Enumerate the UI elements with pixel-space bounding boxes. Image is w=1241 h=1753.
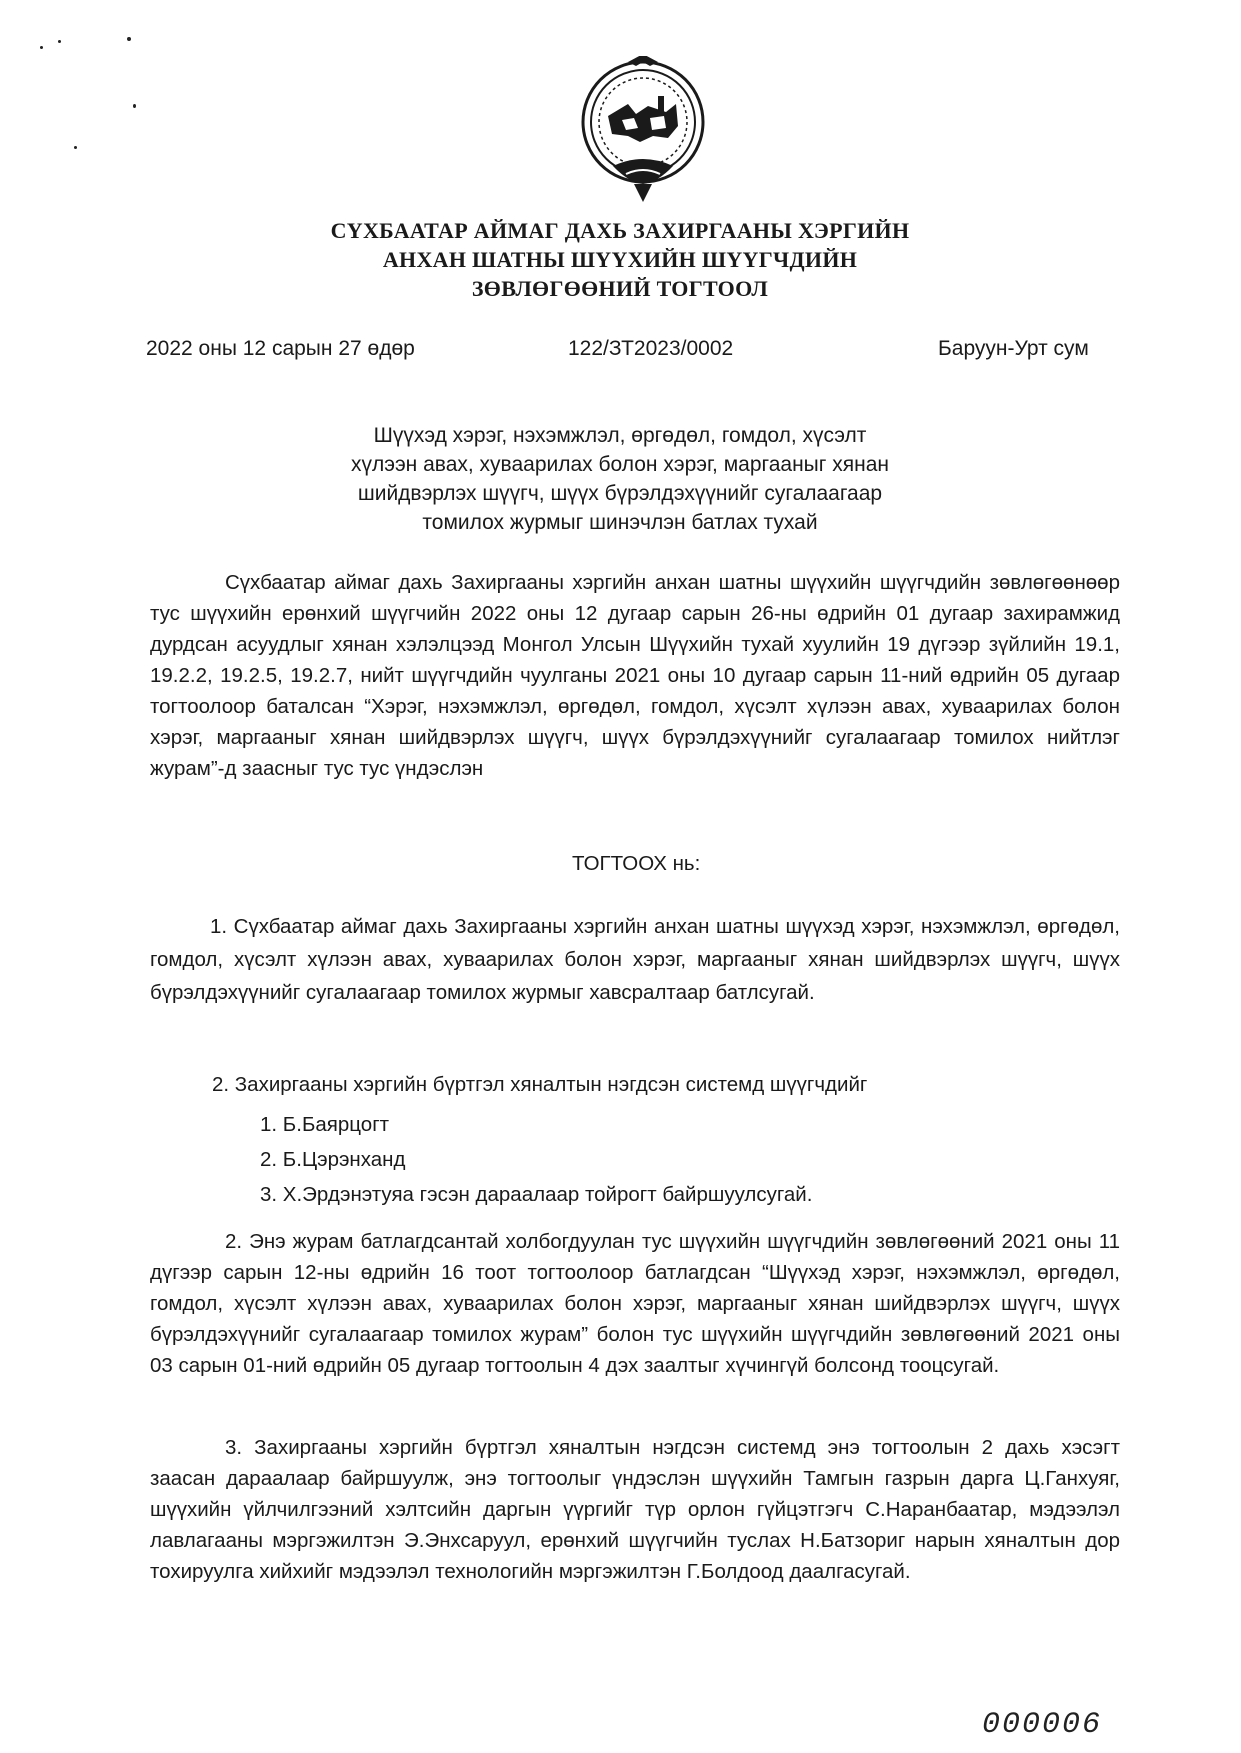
- intro-paragraph: Сүхбаатар аймаг дахь Захиргааны хэргийн анхан шатны шүүхийн шүүгчдийн зөвлөгөөнөөр тус шүүхийн ерөнхий шүүгчийн 2022 оны 12 дугаар сарын 26-ны өдрийн 01 дугаар захирамжид дурдсан асуудлыг хянан хэлэлцээд Монгол Улсын Шүүхийн тухай хуулийн 19 дүгээр зүйлийн 19.1, 19.2.2, 19.2.5, 19.2.7, нийт шүүгчдийн чуулганы 2021 оны 10 дугаар сарын 11-ний өдрийн 05 дугаар тогтоолоор баталсан “Хэрэг, нэхэмжлэл, өргөдөл, гомдол, хүсэлт хүлээн авах, хуваарилах болон хэрэг, маргааныг хянан шийдвэрлэх шүүгч, шүүх бүрэлдэхүүнийг сугалаагаар томилох нийтлэг журам”-д заасныг тус тус үндэслэн: [150, 571, 1120, 780]
- heading-line: СҮХБААТАР АЙМАГ ДАХЬ ЗАХИРГААНЫ ХЭРГИЙН: [330, 218, 910, 243]
- page-number-stamp: 000006: [982, 1708, 1103, 1742]
- judges-list: [260, 1107, 812, 1212]
- heading-line: ЗӨВЛӨГӨӨНИЙ ТОГТООЛ: [471, 276, 769, 301]
- scan-speck: [40, 46, 43, 49]
- judge-list-item: 3. Х.Эрдэнэтуяа гэсэн дараалаар тойрогт байршуулсугай.: [260, 1183, 813, 1206]
- document-heading: [250, 216, 990, 303]
- resolves-heading: ТОГТООХ нь:: [572, 852, 701, 875]
- subject-line: Шүүхэд хэрэг, нэхэмжлэл, өргөдөл, гомдол, хүсэлт: [373, 424, 867, 447]
- scan-speck: [127, 37, 131, 41]
- subject-line: хүлээн авах, хуваарилах болон хэрэг, маргааныг хянан: [350, 453, 890, 476]
- state-emblem-icon: [578, 56, 708, 208]
- heading-line: АНХАН ШАТНЫ ШҮҮХИЙН ШҮҮГЧДИЙН: [382, 247, 858, 272]
- subject-line: томилох журмыг шинэчлэн батлах тухай: [422, 511, 818, 534]
- judge-list-item: 1. Б.Баярцогт: [260, 1113, 390, 1136]
- resolution-item-2-lead: 2. Захиргааны хэргийн бүртгэл хяналтын нэгдсэн системд шүүгчдийг: [212, 1073, 868, 1096]
- subject-line: шийдвэрлэх шүүгч, шүүх бүрэлдэхүүнийг сугалаагаар: [357, 482, 883, 505]
- resolution-item-1: 1. Сүхбаатар аймаг дахь Захиргааны хэргийн анхан шатны шүүхэд хэрэг, нэхэмжлэл, өргөдөл, гомдол, хүсэлт хүлээн авах, хуваарилах болон хэрэг, маргааныг хянан шийдвэрлэх шүүгч, шүүх бүрэлдэхүүнийг сугалаагаар томилох журмыг хавсралтаар батлсугай.: [150, 915, 1120, 1004]
- document-date: 2022 оны 12 сарын 27 өдөр: [146, 337, 415, 360]
- scan-speck: [58, 40, 61, 43]
- judge-list-item: 2. Б.Цэрэнханд: [260, 1148, 406, 1171]
- document-number: 122/ЗТ2023/0002: [568, 337, 734, 360]
- document-place: Баруун-Урт сум: [938, 337, 1089, 360]
- resolution-item-2b: 2. Энэ журам батлагдсантай холбогдуулан тус шүүхийн шүүгчдийн зөвлөгөөний 2021 оны 11 дүгээр сарын 12-ны өдрийн 16 тоот тогтоолоор батлагдсан “Шүүхэд хэрэг, нэхэмжлэл, өргөдөл, гомдол, хүсэлт хүлээн авах, хуваарилах болон хэрэг, маргааныг хянан шийдвэрлэх шүүгч, шүүх бүрэлдэхүүнийг сугалаагаар томилох журам” болон тус шүүхийн шүүгчдийн зөвлөгөөний 2021 оны 03 сарын 01-ний өдрийн 05 дугаар тогтоолын 4 дэх заалтыг хүчингүй болсонд тооцсугай.: [150, 1230, 1120, 1377]
- scan-speck: [74, 146, 77, 149]
- scan-speck: [133, 104, 136, 108]
- resolution-item-3: 3. Захиргааны хэргийн бүртгэл хяналтын нэгдсэн системд энэ тогтоолын 2 дахь хэсэгт заасан дараалаар байршуулж, энэ тогтоолыг үндэслэн шүүхийн Тамгын газрын дарга Ц.Ганхуяг, шүүхийн үйлчилгээний хэлтсийн даргын үүргийг түр орлон гүйцэтгэгч С.Наранбаатар, мэдээлэл лавлагааны мэргэжилтэн Э.Энхсаруул, ерөнхий шүүгчийн туслах Н.Батзориг нарын хяналтын дор тохируулга хийхийг мэдээлэл технологийн мэргэжилтэн Г.Болдоод даалгасугай.: [150, 1436, 1120, 1583]
- document-subject: [250, 421, 990, 537]
